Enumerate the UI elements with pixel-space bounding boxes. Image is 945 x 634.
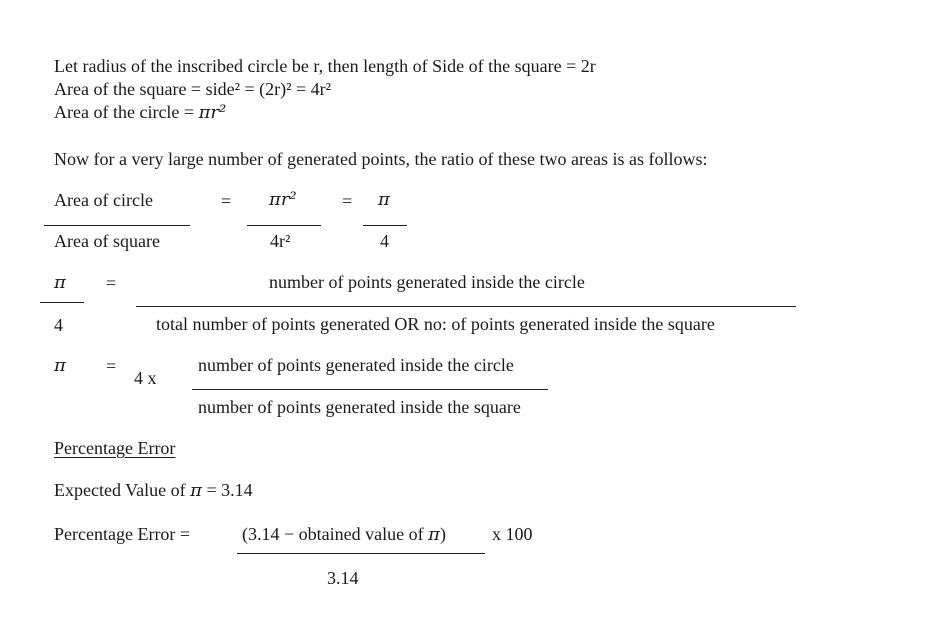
percentage-error-heading: Percentage Error: [54, 438, 176, 458]
ratio-fraction-bar-left: [44, 225, 190, 226]
error-numerator-prefix: (3.14 − obtained value of: [242, 524, 429, 544]
pi-formula-denominator: number of points generated inside the square: [198, 397, 521, 417]
percentage-error-fraction-bar: [237, 553, 485, 554]
ratio-equals-2: =: [342, 191, 353, 211]
ratio-mid-denominator: 4r²: [270, 231, 291, 251]
pi-formula-equals: =: [106, 356, 117, 376]
percentage-error-multiplier: x 100: [492, 524, 533, 544]
pi-formula-numerator: number of points generated inside the circle: [198, 355, 514, 375]
ratio-numerator-area-circle: Area of circle: [54, 190, 153, 210]
expected-value-prefix: Expected Value of: [54, 480, 191, 500]
pi-formula-lhs: π: [54, 355, 66, 376]
circle-area-prefix: Area of the circle =: [54, 102, 199, 122]
pi-over-four-equals: =: [106, 273, 117, 293]
pi-over-four-bar: [40, 302, 84, 303]
intro-line-radius: Let radius of the inscribed circle be r, then length of Side of the square = 2r: [54, 56, 596, 76]
points-inside-circle-numerator: number of points generated inside the circle: [269, 272, 585, 292]
total-points-denominator: total number of points generated OR no: of points generated inside the square: [156, 314, 715, 334]
error-numerator-suffix: ): [439, 524, 446, 544]
ratio-mid-numerator: πr²: [269, 189, 297, 210]
circle-area-formula: πr²: [198, 102, 227, 123]
percentage-error-numerator: [242, 523, 446, 546]
expected-value-suffix: = 3.14: [201, 480, 253, 500]
pi-formula-fraction-bar: [192, 389, 548, 390]
pi-formula-multiplier: 4 x: [134, 368, 157, 388]
expected-value-pi: π: [190, 480, 202, 501]
expected-value-line: [54, 479, 253, 502]
points-ratio-fraction-bar: [136, 306, 796, 307]
ratio-equals-1: =: [221, 191, 232, 211]
percentage-error-label: Percentage Error =: [54, 524, 191, 544]
ratio-denominator-area-square: Area of square: [54, 231, 160, 251]
pi-over-four-denominator: 4: [54, 315, 63, 335]
ratio-fraction-bar-right: [363, 225, 407, 226]
ratio-right-numerator-pi: π: [378, 189, 390, 210]
intro-line-circle-area: [54, 101, 226, 124]
error-numerator-pi: π: [428, 524, 440, 545]
intro-line-square-area: Area of the square = side² = (2r)² = 4r²: [54, 79, 332, 99]
ratio-right-denominator-four: 4: [380, 231, 389, 251]
ratio-intro-text: Now for a very large number of generated points, the ratio of these two areas is as follows:: [54, 149, 708, 169]
pi-over-four-numerator: π: [54, 272, 66, 293]
ratio-fraction-bar-mid: [247, 225, 321, 226]
percentage-error-denominator: 3.14: [327, 568, 359, 588]
